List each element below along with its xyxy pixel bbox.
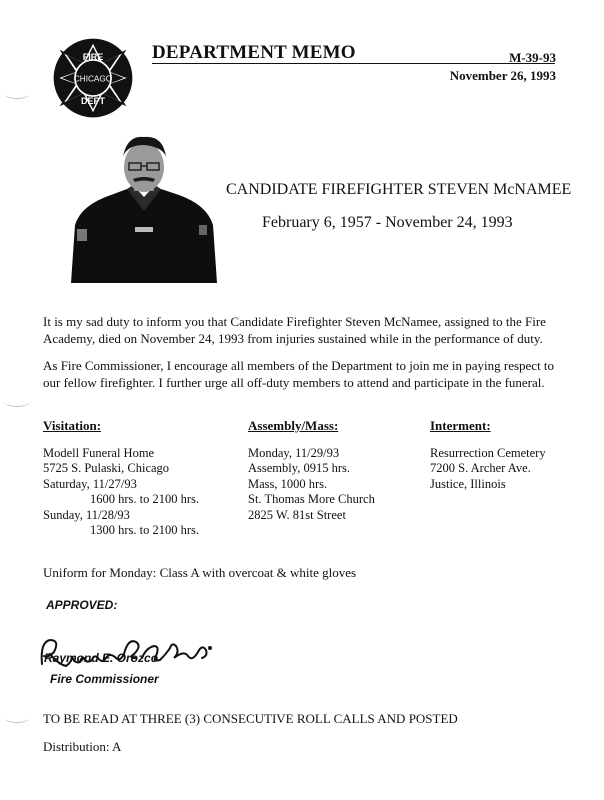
memo-number: M-39-93 [509, 50, 556, 65]
notice-paragraph: It is my sad duty to inform you that Candidate Firefighter Steven McNamee, assigned to the Fire Academy, died on November 24, 1993 from injuries sustained while in the performance of duty. [43, 314, 546, 346]
assembly-line: 2825 W. 81st Street [248, 507, 346, 522]
logo-text-top: FIRE [82, 51, 104, 62]
interment-line: 7200 S. Archer Ave. [430, 461, 531, 476]
visitation-line: 1300 hrs. to 2100 hrs. [90, 523, 200, 538]
approved-label: APPROVED: [46, 598, 118, 612]
portrait-photo [71, 133, 217, 283]
visitation-line: 1600 hrs. to 2100 hrs. [90, 492, 200, 507]
visitation-heading: Visitation: [43, 418, 102, 433]
punch-hole-mark [4, 88, 30, 99]
visitation-line: Modell Funeral Home [43, 446, 155, 460]
assembly-line: St. Thomas More Church [248, 492, 375, 507]
honoree-dates: February 6, 1957 - November 24, 1993 [262, 214, 513, 231]
distribution-line: Distribution: A [43, 739, 122, 754]
logo-text-bottom: DEPT [80, 96, 106, 107]
punch-hole-mark [4, 712, 30, 723]
visitation-line: Saturday, 11/27/93 [43, 476, 137, 491]
assembly-details [248, 446, 375, 523]
assembly-line: Monday, 11/29/93 [248, 446, 340, 460]
logo-text-center: CHICAGO [73, 74, 113, 84]
honoree-name: CANDIDATE FIREFIGHTER STEVEN McNAMEE [226, 181, 572, 198]
signer-title: Fire Commissioner [50, 672, 159, 686]
visitation-details [43, 446, 199, 538]
interment-line: Justice, Illinois [430, 476, 506, 491]
assembly-line: Mass, 1000 hrs. [248, 476, 328, 491]
punch-hole-mark [4, 396, 30, 407]
header-divider [152, 63, 555, 64]
uniform-note: Uniform for Monday: Class A with overcoat & white gloves [43, 565, 357, 580]
appeal-paragraph: As Fire Commissioner, I encourage all members of the Department to join me in paying respect to our fellow firefighter. I further urge all off-duty members to attend and participate in the funeral. [43, 358, 555, 390]
interment-details [430, 446, 546, 492]
fire-department-logo [52, 37, 134, 119]
assembly-line: Assembly, 0915 hrs. [248, 461, 350, 476]
assembly-heading: Assembly/Mass: [248, 418, 339, 433]
memo-date: November 26, 1993 [449, 68, 556, 83]
memo-title: DEPARTMENT MEMO [152, 42, 356, 63]
visitation-line: Sunday, 11/28/93 [43, 507, 130, 522]
interment-line: Resurrection Cemetery [430, 446, 546, 460]
interment-heading: Interment: [430, 418, 491, 433]
signer-name: Raymond E. Orozco [44, 651, 159, 665]
visitation-line: 5725 S. Pulaski, Chicago [43, 461, 170, 476]
roll-call-instruction: TO BE READ AT THREE (3) CONSECUTIVE ROLL CALLS AND POSTED [43, 711, 458, 726]
